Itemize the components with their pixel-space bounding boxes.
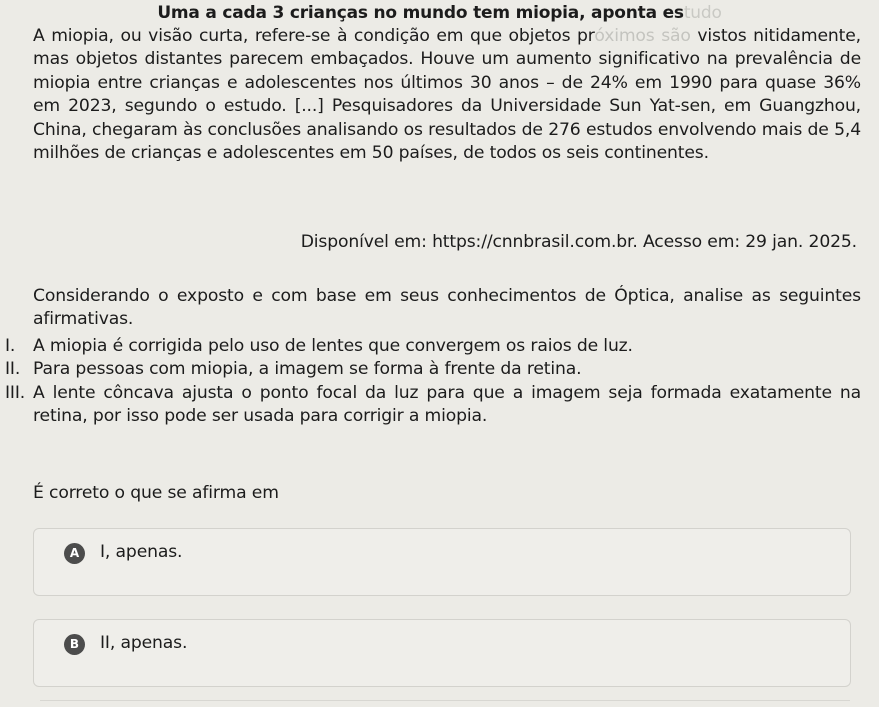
question-prompt: Considerando o exposto e com base em seus conhecimentos de Óptica, analise as seguintes afirmativas. [33,286,861,330]
passage-part2: vistos nitidamente, mas objetos distantes parecem embaçados. Houve um aumento significativo na prevalência de miopia entre crianças e adolescentes nos últimos 30 anos – de 24% em 1990 para quase 36% em 2023, segundo o estudo. [...] Pesquisadores da Universidade Sun Yat-sen, em Guangzhou, China, chegaram às conclusões analisando os resultados de 276 estudos envolvendo mais de 5,4 milhões de crianças e adolescentes em 50 países, de todos os seis continentes. [33,26,861,164]
option-text: I, apenas. [100,542,183,562]
statement-text: A lente côncava ajusta o ponto focal da luz para que a imagem seja formada exatamente na retina, por isso pode ser usada para corrigir a miopia. [33,382,861,427]
next-option-edge [40,700,850,701]
source-citation: Disponível em: https://cnnbrasil.com.br. Acesso em: 29 jan. 2025. [300,232,857,252]
statement-number: I. [5,336,16,356]
statement-number: II. [5,359,21,380]
question-stem: É correto o que se afirma em [33,483,279,503]
statement-text: Para pessoas com miopia, a imagem se forma à frente da retina. [33,359,582,380]
answer-option-b[interactable] [33,619,851,687]
article-title [0,2,879,24]
title-main: Uma a cada 3 crianças no mundo tem miopia, aponta es [157,3,684,23]
statements-list [5,335,861,429]
option-text: II, apenas. [100,633,188,653]
article-passage [33,25,861,165]
option-letter-badge: B [64,634,85,655]
statement-text: A miopia é corrigida pelo uso de lentes que convergem os raios de luz. [33,336,633,356]
title-faded: tudo [683,3,722,23]
statement-1 [5,335,861,358]
statement-number: III. [5,382,26,403]
passage-part1: A miopia, ou visão curta, refere-se à condição em que objetos pr [33,26,595,46]
statement-2 [5,358,861,381]
passage-faded: óximos são [594,26,691,46]
option-letter-badge: A [64,543,85,564]
statement-3 [5,382,861,429]
answer-option-a[interactable] [33,528,851,596]
